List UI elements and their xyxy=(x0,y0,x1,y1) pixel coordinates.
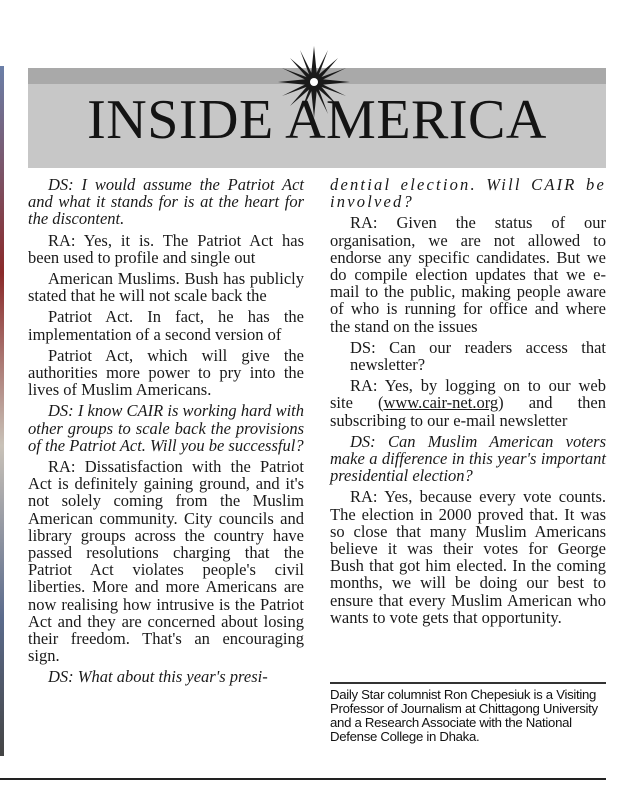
page-edge-photo-strip xyxy=(0,66,4,756)
answer-text: ) and then subscribing to our e-mail newsletter xyxy=(330,393,606,430)
interview-question: DS: Can our readers access that newsletter? xyxy=(350,337,606,375)
interview-answer: RA: Dissatisfaction with the Patriot Act is definitely gaining ground, and it's not solely coming from the Muslim American community. City councils and library groups across the country have passed resolutions charging that the Patriot Act violates people's civil liberties. More and more Americans are now realising how intrusive is the Patriot Act and they are concerned about losing their freedom. That's an encouraging sign. xyxy=(28,457,304,666)
cair-website-link[interactable]: www.cair-net.org xyxy=(383,393,499,413)
article-column-right xyxy=(330,176,606,630)
article-column-left xyxy=(28,176,304,690)
interview-question: DS: Can Muslim American voters make a difference in this year's important presidential election? xyxy=(330,431,606,486)
interview-answer: RA: Given the status of our organisation, we are not allowed to endorse any specific candidates. But we do compile election updates that we e-mail to the public, making people aware of who is running for office and where the stand on the issues xyxy=(330,213,606,336)
interview-question: DS: What about this year's presi- xyxy=(48,667,268,687)
interview-answer: Patriot Act, which will give the authorities more power to pry into the lives of Muslim Americans. xyxy=(28,345,304,400)
interview-question: DS: I know CAIR is working hard with other groups to scale back the provisions of the Patriot Act. Will you be successful? xyxy=(28,401,304,455)
interview-answer xyxy=(330,377,606,429)
page-bottom-rule xyxy=(0,778,606,780)
answer-text: RA: Yes, by logging on to our web site ( xyxy=(330,376,606,413)
author-byline: Daily Star columnist Ron Chepesiuk is a Visiting Professor of Journalism at Chittagong University and a Research Associate with the National Defense College in Dhaka. xyxy=(330,687,598,744)
interview-answer: American Muslims. Bush has publicly stated that he will not scale back the xyxy=(28,269,304,306)
interview-answer: RA: Yes, it is. The Patriot Act has been used to profile and single out xyxy=(28,230,304,267)
section-title: INSIDE AMERICA xyxy=(87,89,547,151)
interview-question: DS: I would assume the Patriot Act and what it stands for is at the heart for the discontent. xyxy=(28,175,304,229)
interview-answer: RA: Yes, because every vote counts. The election in 2000 proved that. It was so close that many Muslim Americans believe it was their votes for George Bush that got him elected. In the coming months, we will be doing our best to ensure that every Muslim American who wants to vote gets that opportunity. xyxy=(330,487,606,627)
question-continuation: dential election. Will CAIR be involved? xyxy=(330,175,606,212)
byline-divider xyxy=(330,682,606,684)
interview-answer: Patriot Act. In fact, he has the implementation of a second version of xyxy=(28,307,304,344)
